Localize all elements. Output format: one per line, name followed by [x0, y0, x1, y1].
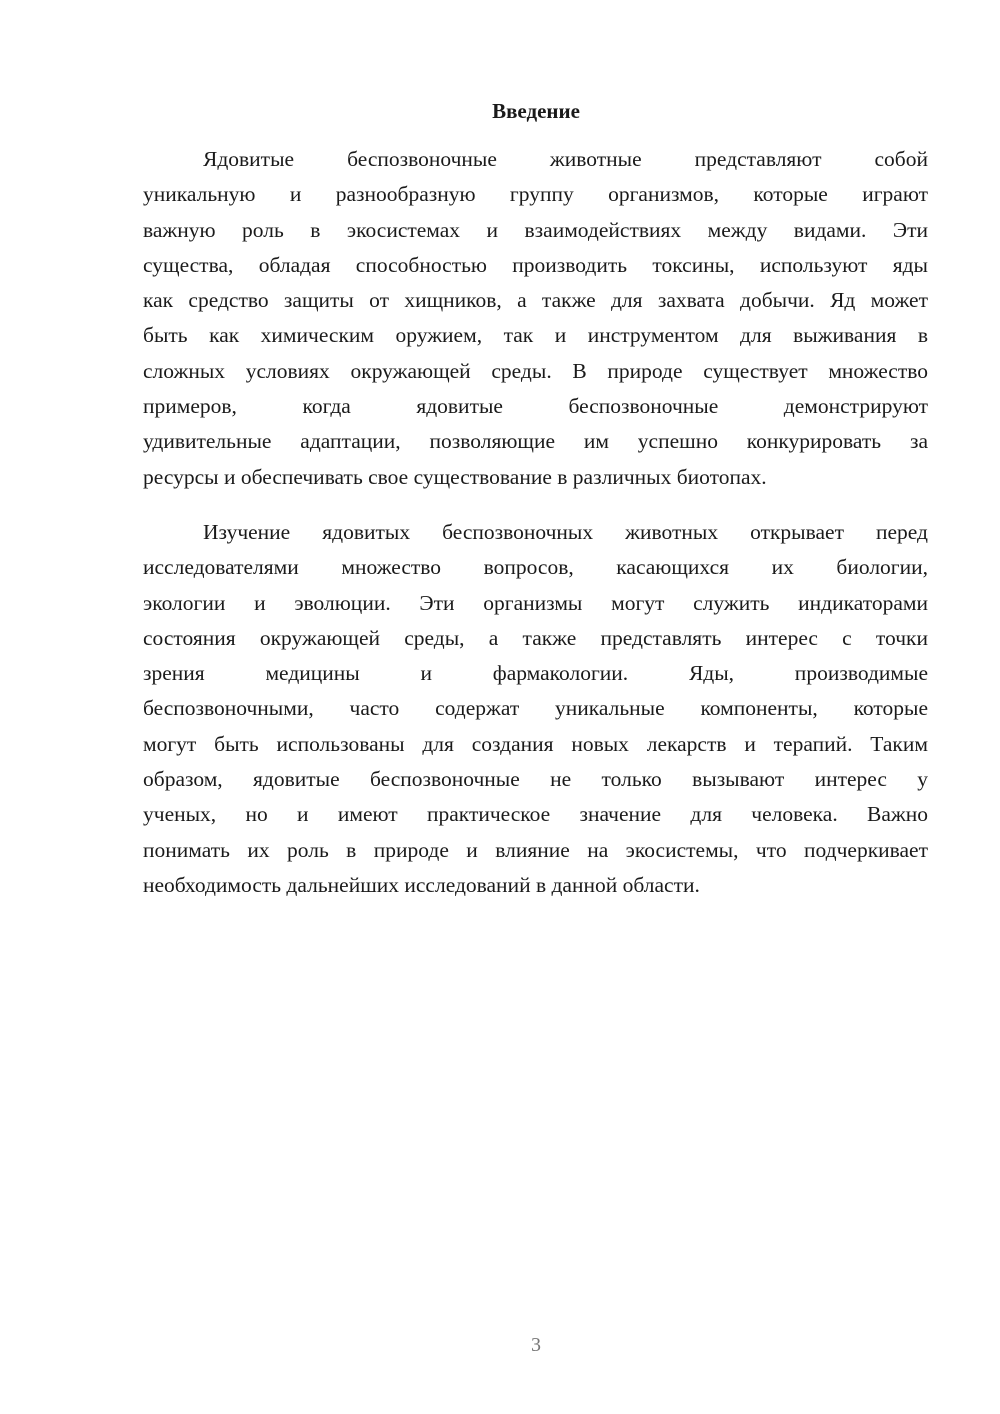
text-line: сложных условиях окружающей среды. В природе существует множество: [143, 358, 928, 383]
page-number: 3: [531, 1334, 541, 1356]
text-line: Изучение ядовитых беспозвоночных животных открывает перед: [203, 520, 928, 544]
text-line: состояния окружающей среды, а также представлять интерес с точки: [143, 625, 928, 650]
text-line: удивительные адаптации, позволяющие им успешно конкурировать за: [143, 429, 928, 454]
text-line: могут быть использованы для создания новых лекарств и терапий. Таким: [143, 731, 928, 756]
text-line: беспозвоночными, часто содержат уникальные компоненты, которые: [143, 696, 928, 721]
section-title: Введение: [492, 99, 580, 123]
text-line: существа, обладая способностью производить токсины, используют яды: [143, 252, 928, 277]
paragraph: [143, 142, 928, 495]
text-line: как средство защиты от хищников, а также для захвата добычи. Яд может: [143, 288, 928, 313]
text-line: ресурсы и обеспечивать свое существование в различных биотопах.: [143, 464, 767, 489]
text-line: образом, ядовитые беспозвоночные не только вызывают интерес у: [143, 767, 928, 792]
text-line: уникальную и разнообразную группу организмов, которые играют: [143, 182, 928, 207]
text-line: зрения медицины и фармакологии. Яды, производимые: [143, 661, 928, 686]
text-line: примеров, когда ядовитые беспозвоночные демонстрируют: [143, 394, 928, 419]
text-line: экологии и эволюции. Эти организмы могут служить индикаторами: [143, 590, 928, 615]
text-line: исследователями множество вопросов, касающихся их биологии,: [143, 555, 928, 580]
paragraph: [143, 515, 928, 903]
text-line: быть как химическим оружием, так и инструментом для выживания в: [143, 323, 928, 348]
text-line: Ядовитые беспозвоночные животные представляют собой: [203, 147, 928, 171]
text-line: понимать их роль в природе и влияние на экосистемы, что подчеркивает: [143, 837, 928, 862]
text-line: необходимость дальнейших исследований в данной области.: [143, 872, 700, 897]
text-line: ученых, но и имеют практическое значение для человека. Важно: [143, 802, 928, 827]
text-line: важную роль в экосистемах и взаимодействиях между видами. Эти: [143, 217, 928, 242]
